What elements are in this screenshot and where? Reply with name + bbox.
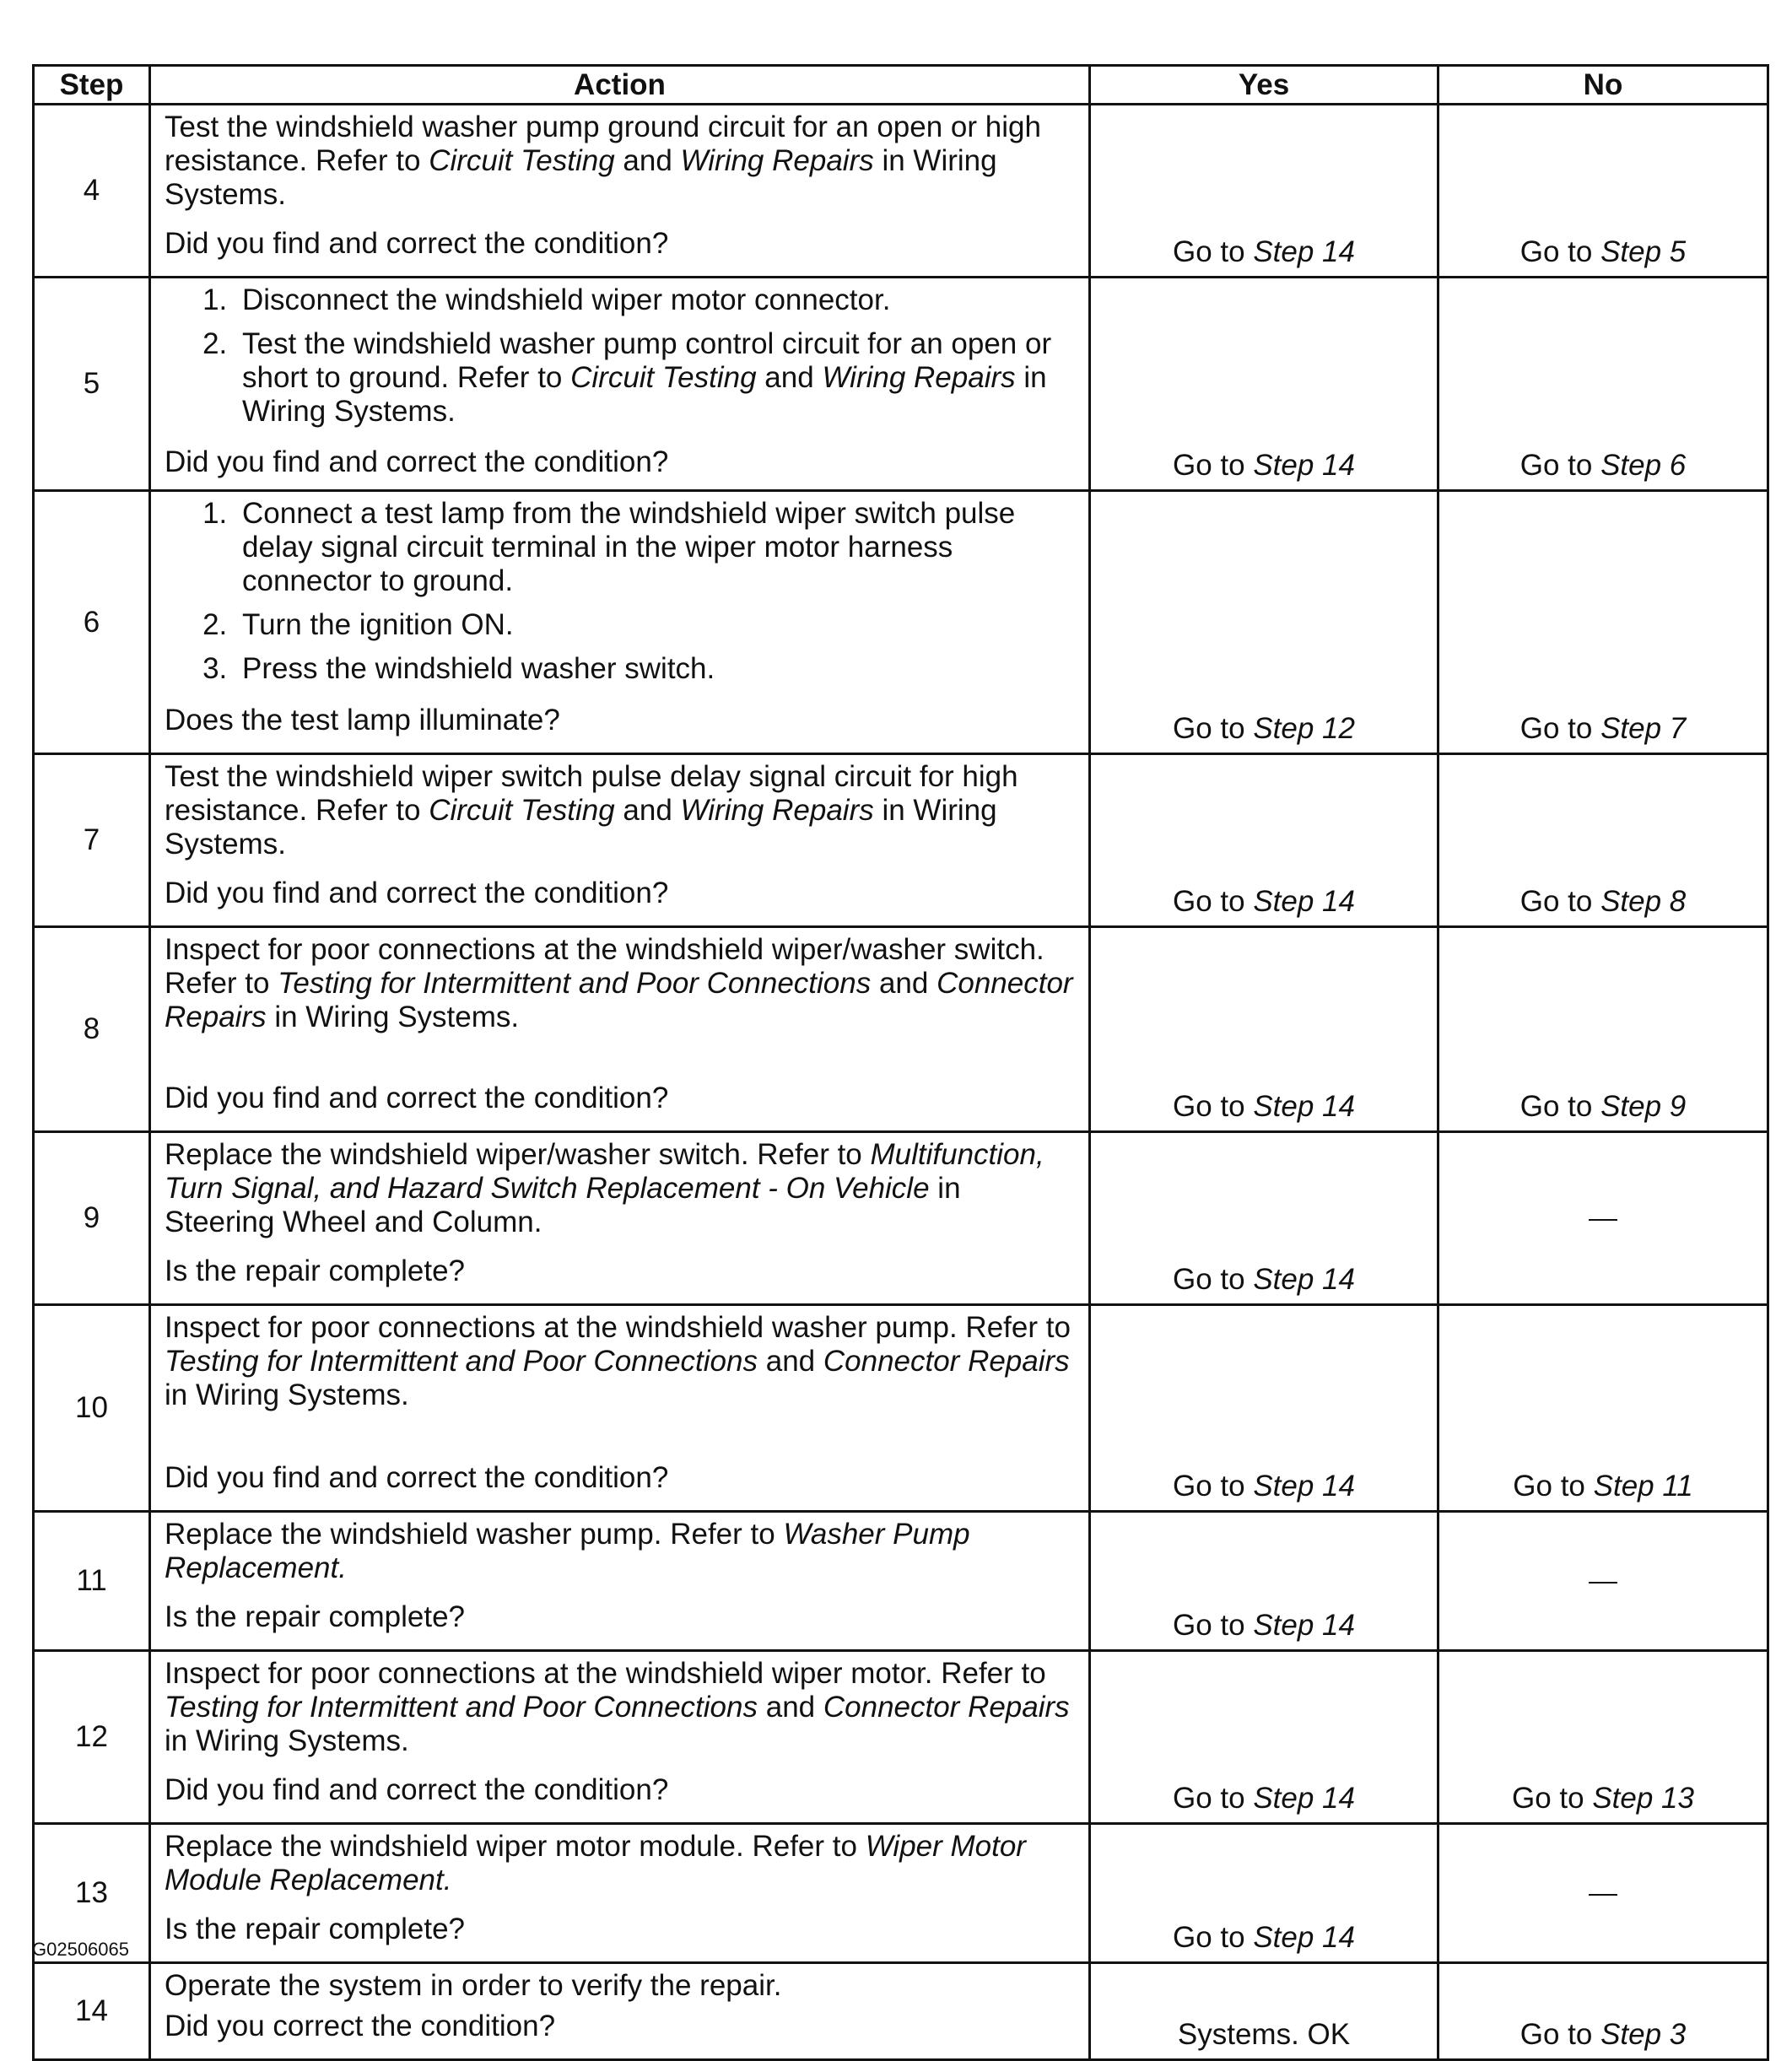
- action-text: Replace the windshield wiper/washer switch. Refer to Multifunction, Turn Signal, and Hazard Switch Replacement - On Vehicle in Steering Wheel and Column.: [165, 1138, 1044, 1238]
- step-number: 11: [34, 1512, 150, 1651]
- action-text: Inspect for poor connections at the windshield washer pump. Refer to Testing for Intermittent and Poor Connections and Connector Repairs in Wiring Systems.: [165, 1311, 1071, 1411]
- table-row: [34, 1651, 1768, 1824]
- header-yes: Yes: [1090, 66, 1438, 105]
- table-row: [34, 278, 1768, 491]
- header-no: No: [1438, 66, 1768, 105]
- figure-id: G02506065: [32, 1939, 129, 1960]
- no-result: Go to Step 5: [1438, 105, 1768, 278]
- step-number: 13: [34, 1824, 150, 1963]
- table-row: [34, 1132, 1768, 1305]
- no-result: Go to Step 11: [1438, 1305, 1768, 1512]
- table-row: [34, 754, 1768, 927]
- action-text: Replace the windshield wiper motor module. Refer to Wiper Motor Module Replacement.: [165, 1830, 1026, 1896]
- header-step: Step: [34, 66, 150, 105]
- action-question: Is the repair complete?: [165, 1913, 466, 1945]
- table-row: [34, 1305, 1768, 1512]
- no-result: Go to Step 9: [1438, 927, 1768, 1132]
- action-question: Is the repair complete?: [165, 1254, 466, 1287]
- action-question: Is the repair complete?: [165, 1600, 466, 1633]
- header-action: Action: [150, 66, 1090, 105]
- yes-result: Go to Step 14: [1090, 754, 1438, 927]
- action-question: Did you find and correct the condition?: [165, 445, 669, 478]
- step-number: 10: [34, 1305, 150, 1512]
- step-number: 4: [34, 105, 150, 278]
- dash-mark: [1589, 1894, 1617, 1896]
- yes-result: Go to Step 14: [1090, 1824, 1438, 1963]
- step-number: 9: [34, 1132, 150, 1305]
- action-text: Inspect for poor connections at the windshield wiper motor. Refer to Testing for Intermittent and Poor Connections and Connector Repairs in Wiring Systems.: [165, 1657, 1070, 1757]
- yes-result: Go to Step 14: [1090, 1305, 1438, 1512]
- action-cell: [150, 1512, 1090, 1651]
- yes-result: Go to Step 14: [1090, 1512, 1438, 1651]
- action-cell: [150, 1824, 1090, 1963]
- yes-result: Go to Step 14: [1090, 1651, 1438, 1824]
- action-text: Inspect for poor connections at the windshield wiper/washer switch. Refer to Testing for Intermittent and Poor Connections and Connector Repairs in Wiring Systems.: [165, 933, 1073, 1033]
- table-body: [34, 105, 1768, 2060]
- action-question: Did you find and correct the condition?: [165, 1461, 669, 1494]
- yes-result: Go to Step 14: [1090, 1132, 1438, 1305]
- action-question: Did you correct the condition?: [165, 2010, 556, 2042]
- action-question: Did you find and correct the condition?: [165, 1082, 669, 1114]
- action-cell: [150, 105, 1090, 278]
- yes-result: Systems. OK: [1090, 1963, 1438, 2060]
- table-row: [34, 491, 1768, 754]
- action-text: Replace the windshield washer pump. Refer to Washer Pump Replacement.: [165, 1518, 970, 1584]
- action-question: Did you find and correct the condition?: [165, 1773, 669, 1806]
- step-number: 8: [34, 927, 150, 1132]
- yes-result: Go to Step 14: [1090, 927, 1438, 1132]
- action-text: Test the windshield washer pump ground circuit for an open or high resistance. Refer to Circuit Testing and Wiring Repairs in Wiring Systems.: [165, 111, 1041, 211]
- no-result: Go to Step 6: [1438, 278, 1768, 491]
- action-question: Did you find and correct the condition?: [165, 877, 669, 909]
- action-cell: [150, 1651, 1090, 1824]
- table-row: [34, 1824, 1768, 1963]
- action-cell: [150, 278, 1090, 491]
- no-result: [1438, 1132, 1768, 1305]
- no-result: [1438, 1512, 1768, 1651]
- table-row: [34, 927, 1768, 1132]
- action-text: Operate the system in order to verify the repair.: [165, 1969, 782, 2002]
- step-number: 12: [34, 1651, 150, 1824]
- action-question: Did you find and correct the condition?: [165, 227, 669, 260]
- action-cell: [150, 1963, 1090, 2060]
- yes-result: Go to Step 14: [1090, 105, 1438, 278]
- action-text: 1. Disconnect the windshield wiper motor connector. 2. Test the windshield washer pump control circuit for an open or short to ground. Refer to Circuit Testing and Wiring Repairs in Wiring Systems.: [165, 283, 1077, 439]
- action-text: 1. Connect a test lamp from the windshield wiper switch pulse delay signal circuit terminal in the wiper motor harness connector to ground. 2. Turn the ignition ON. 3. Press the windshield washer switch.: [165, 497, 1077, 697]
- dash-mark: [1589, 1219, 1617, 1221]
- action-cell: [150, 1305, 1090, 1512]
- yes-result: Go to Step 12: [1090, 491, 1438, 754]
- table-row: [34, 1512, 1768, 1651]
- no-result: Go to Step 7: [1438, 491, 1768, 754]
- action-cell: [150, 491, 1090, 754]
- dash-mark: [1589, 1582, 1617, 1584]
- action-text: Test the windshield wiper switch pulse delay signal circuit for high resistance. Refer to Circuit Testing and Wiring Repairs in Wiring Systems.: [165, 760, 1018, 861]
- action-cell: [150, 754, 1090, 927]
- diagnostic-table: [32, 64, 1769, 2061]
- table-row: [34, 1963, 1768, 2060]
- no-result: [1438, 1824, 1768, 1963]
- no-result: Go to Step 13: [1438, 1651, 1768, 1824]
- no-result: Go to Step 8: [1438, 754, 1768, 927]
- no-result: Go to Step 3: [1438, 1963, 1768, 2060]
- step-number: 6: [34, 491, 150, 754]
- table-row: [34, 105, 1768, 278]
- step-number: 5: [34, 278, 150, 491]
- action-cell: [150, 1132, 1090, 1305]
- yes-result: Go to Step 14: [1090, 278, 1438, 491]
- action-cell: [150, 927, 1090, 1132]
- action-question: Does the test lamp illuminate?: [165, 704, 560, 736]
- step-number: 7: [34, 754, 150, 927]
- header-row: [34, 66, 1768, 105]
- step-number: 14: [34, 1963, 150, 2060]
